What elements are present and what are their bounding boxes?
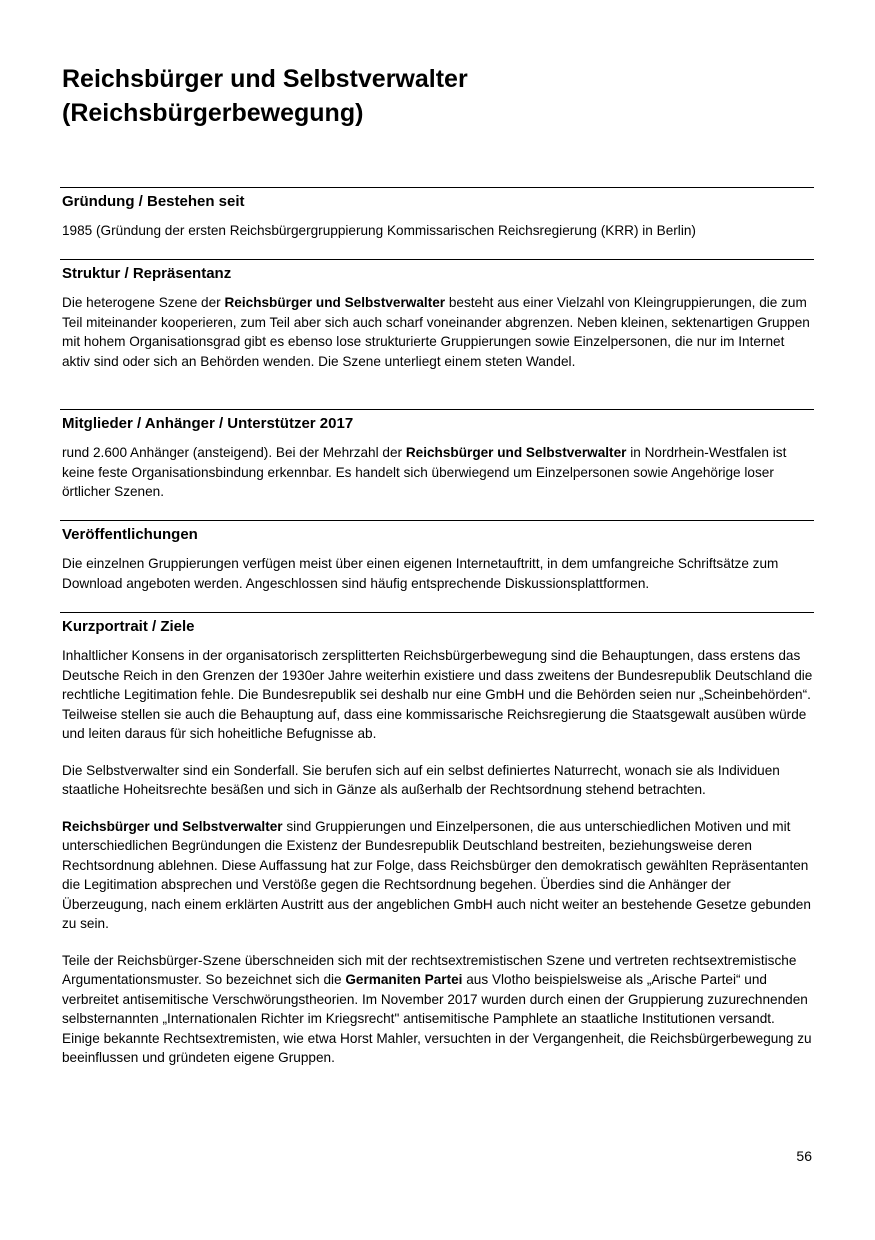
section-text: rund 2.600 Anhänger (ansteigend). Bei der Mehrzahl der Reichsbürger und Selbstverwalter in Nordrhein-Westfalen ist keine feste Organisationsbindung erkennbar. Es handelt sich überwiegend um Einzelpersonen sowie Angehörige loser örtlicher Szenen.	[62, 445, 787, 499]
bold-term: Germaniten Partei	[345, 972, 463, 987]
section-struktur	[60, 259, 814, 371]
bold-term: Reichsbürger und Selbstverwalter	[224, 295, 446, 310]
page-number: 56	[796, 1148, 812, 1164]
section-heading: Gründung / Bestehen seit	[62, 193, 245, 210]
section-veroeffentlichungen	[60, 520, 814, 593]
section-heading: Struktur / Repräsentanz	[62, 265, 232, 282]
section-heading: Veröffentlichungen	[62, 526, 198, 543]
section-text: 1985 (Gründung der ersten Reichsbürgergruppierung Kommissarischen Reichsregierung (KRR) in Berlin)	[62, 223, 696, 238]
title-line-1: Reichsbürger und Selbstverwalter	[62, 65, 468, 93]
section-text: Die einzelnen Gruppierungen verfügen meist über einen eigenen Internetauftritt, in dem umfangreiche Schriftsätze zum Download angeboten werden. Angeschlossen sind häufig entsprechende Diskussionsplattformen.	[62, 556, 779, 591]
paragraph-1: Inhaltlicher Konsens in der organisatorisch zersplitterten Reichsbürgerbewegung sind die Behauptungen, dass erstens das Deutsche Reich in den Grenzen der 1930er Jahre weiterhin existiere und dass zweitens der Bundesrepublik Deutschland die rechtliche Legitimation fehle. Die Bundesrepublik sei deshalb nur eine GmbH und die Behörden seien nur „Scheinbehörden“. Teilweise stellen sie auch die Behauptung auf, dass eine kommissarische Reichsregierung die Staatsgewalt ausüben würde und leiten daraus für sich hoheitliche Befugnisse ab.	[62, 648, 813, 741]
section-heading: Mitglieder / Anhänger / Unterstützer 2017	[62, 415, 354, 432]
section-kurzportrait	[60, 612, 814, 1068]
section-heading: Kurzportrait / Ziele	[62, 618, 195, 635]
paragraph-3: Reichsbürger und Selbstverwalter sind Gruppierungen und Einzelpersonen, die aus unterschiedlichen Motiven und mit unterschiedlichen Begründungen die Existenz der Bundesrepublik Deutschland bestreiten, beziehungsweise deren Rechtsordnung ablehnen. Diese Auffassung hat zur Folge, dass Reichsbürger den demokratisch gewählten Repräsentanten die Legitimation absprechen und Verstöße gegen die Rechtsordnung begehen. Überdies sind die Anhänger der Überzeugung, nach einem erklärten Austritt aus der angeblichen GmbH auch nicht weiter an bestehende Gesetze gebunden zu sein.	[62, 818, 811, 931]
bold-term: Reichsbürger und Selbstverwalter	[62, 818, 283, 834]
page-title	[62, 62, 782, 130]
section-text: Die heterogene Szene der Reichsbürger und Selbstverwalter besteht aus einer Vielzahl von Kleingruppierungen, die zum Teil miteinander kooperieren, zum Teil aber sich auch scharf voneinander abgrenzen. Neben kleinen, sektenartigen Gruppen mit hohem Organisationsgrad gibt es ebenso lose strukturierte Gruppierungen sowie Einzelpersonen, die nur im Internet aktiv sind oder sich an Behörden wenden. Die Szene unterliegt einem steten Wandel.	[62, 295, 810, 369]
bold-term: Reichsbürger und Selbstverwalter	[405, 445, 627, 460]
section-mitglieder	[60, 409, 814, 502]
paragraph-4: Teile der Reichsbürger-Szene überschneiden sich mit der rechtsextremistischen Szene und vertreten rechtsextremistische Argumentationsmuster. So bezeichnet sich die Germaniten Partei aus Vlotho beispielsweise als „Arische Partei“ und verbreitet antisemitische Verschwörungstheorien. Im November 2017 wurden durch einen der Gruppierung zuzurechnenden selbsternannten „Internationalen Richter im Kriegsrecht" antisemitische Pamphlete an staatliche Institutionen versandt. Einige bekannte Rechtsextremisten, wie etwa Horst Mahler, versuchten in der Vergangenheit, die Reichsbürgerbewegung zu beeinflussen und gründeten eigene Gruppen.	[62, 952, 812, 1065]
title-line-2: (Reichsbürgerbewegung)	[62, 99, 364, 127]
section-gruendung	[60, 187, 814, 241]
paragraph-2: Die Selbstverwalter sind ein Sonderfall. Sie berufen sich auf ein selbst definiertes Naturrecht, wonach sie als Individuen staatliche Hoheitsrechte besäßen und sich in Gänze als außerhalb der Rechtsordnung stehend betrachten.	[62, 762, 780, 797]
